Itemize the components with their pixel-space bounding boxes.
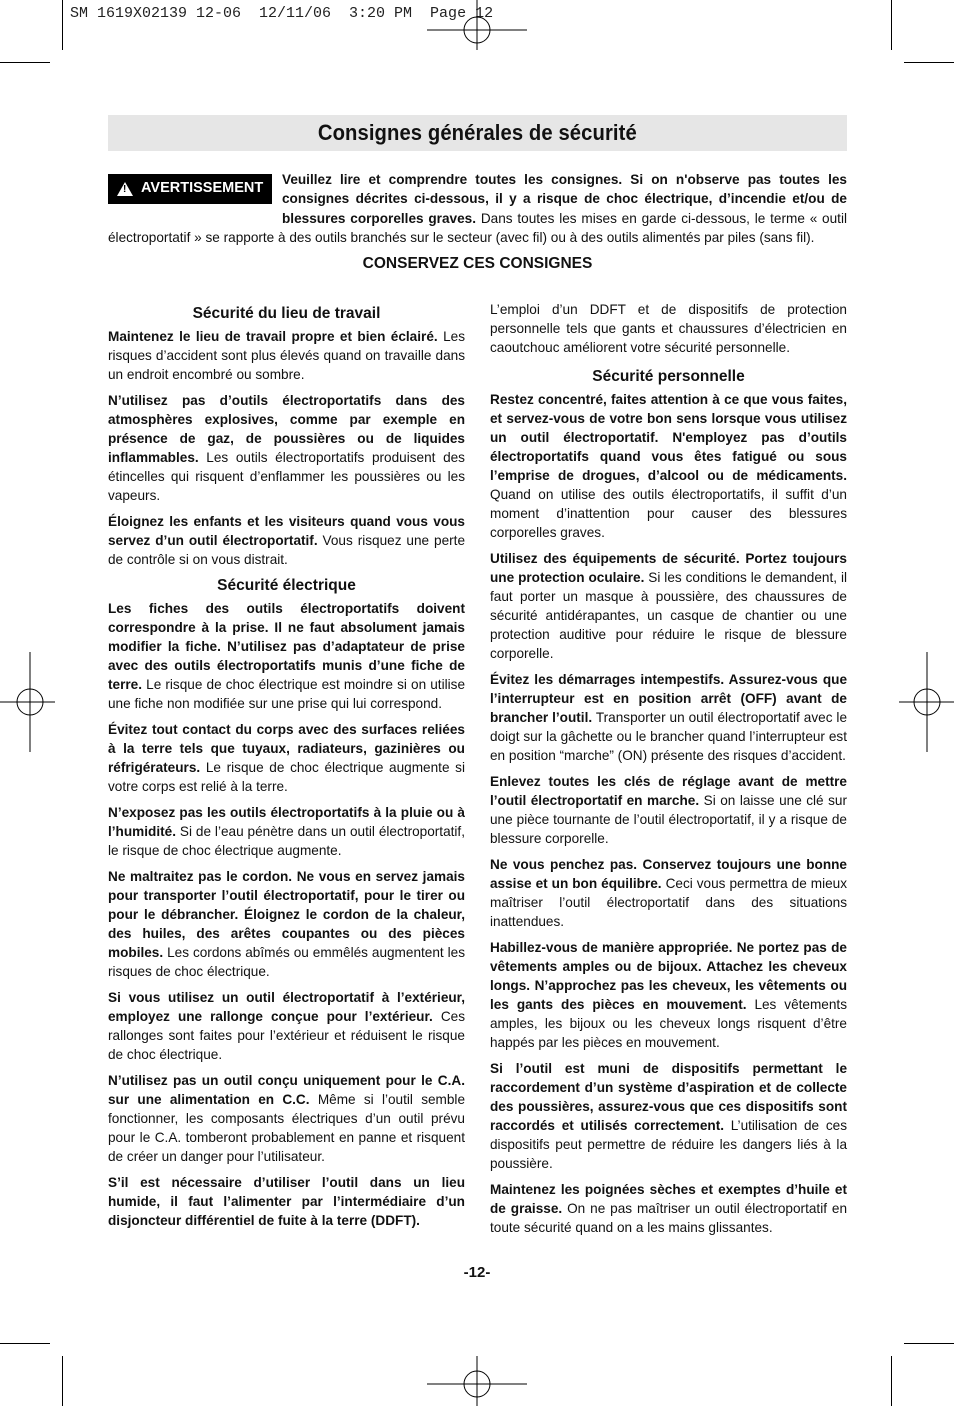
paragraph <box>490 1059 847 1173</box>
paragraph-text: Le risque de choc électrique est moindre si on utilise une fiche non modifiée sur une prise qui lui correspond. <box>108 677 465 711</box>
paragraph-text: On ne pas maîtriser un outil électroportatif en toute sécurité quand on a les mains glissantes. <box>490 1201 848 1235</box>
paragraph-text: Si de l’eau pénètre dans un outil électroportatif, le risque de choc électrique augmente. <box>108 824 465 858</box>
paragraph-text: Quand on utilise des outils électroportatifs, il suffit d’un moment d’inattention pour causer des blessures corporelles graves. <box>490 487 847 540</box>
title-bar <box>108 115 847 151</box>
paragraph-bold: Les fiches des outils électroportatifs doivent correspondre à la prise. Il ne faut absolument jamais modifier la fiche. N’utilisez pas d’adaptateur de prise avec des outils électroportatifs munis d’une fiche de terre. <box>108 601 465 692</box>
paragraph-bold: Si vous utilisez un outil électroportatif à l’extérieur, employez une rallonge conçue pour l’extérieur. <box>108 990 465 1024</box>
crop-mark <box>0 1343 50 1344</box>
paragraph <box>108 327 465 384</box>
paragraph <box>108 720 465 796</box>
paragraph-text: Les vêtements amples, les bijoux ou les cheveux longs risquent d’être happés par les pièces en mouvement. <box>490 997 847 1050</box>
crop-mark <box>904 1343 954 1344</box>
print-slug-line: SM 1619X02139 12-06 12/11/06 3:20 PM Page 12 <box>70 5 494 22</box>
paragraph <box>108 1071 465 1166</box>
keep-instructions-heading: CONSERVEZ CES CONSIGNES <box>362 255 593 272</box>
paragraph-text: Les cordons abîmés ou emmêlés augmentent les risques de choc électrique. <box>108 945 465 979</box>
paragraph-bold: Éloignez les enfants et les visiteurs quand vous vous servez d’un outil électroportatif. <box>108 514 465 548</box>
paragraph-bold: Ne vous penchez pas. Conservez toujours une bonne assise et un bon équilibre. <box>490 857 847 891</box>
paragraph <box>108 988 465 1064</box>
paragraph-text: Les outils électroportatifs produisent des étincelles qui risquent d’enflammer les poussières ou les vapeurs. <box>108 450 465 503</box>
paragraph <box>108 512 465 569</box>
paragraph-bold: N’utilisez pas un outil conçu uniquement pour le C.A. sur une alimentation en C.C. <box>108 1073 465 1107</box>
paragraph <box>490 1180 847 1237</box>
paragraph-bold: N’exposez pas les outils électroportatifs à la pluie ou à l’humidité. <box>108 805 465 839</box>
paragraph-bold: Maintenez les poignées sèches et exemptes d’huile et de graisse. <box>490 1182 847 1216</box>
paragraph <box>490 938 847 1052</box>
paragraph-bold: Évitez tout contact du corps avec des surfaces reliées à la terre tels que tuyaux, radiateurs, gazinières ou réfrigérateurs. <box>108 722 465 775</box>
paragraph-text: Si on laisse une clé sur une pièce tournante de l’outil électroportatif, il y a risque de blessure corporelle. <box>490 793 847 846</box>
paragraph-bold: N’utilisez pas d’outils électroportatifs dans des atmosphères explosives, comme par exemple en présence de gaz, de poussières ou de liquides inflammables. <box>108 393 465 465</box>
warning-badge-label: AVERTISSEMENT <box>141 180 264 197</box>
warning-block <box>108 170 847 247</box>
paragraph-bold: Évitez les démarrages intempestifs. Assurez-vous que l’interrupteur est en position arrêt (OFF) avant de brancher l’outil. <box>490 672 847 725</box>
warning-text: Dans toutes les mises en garde ci-dessous, le terme « outil électroportatif » se rapporte à des outils branchés sur le secteur (avec fil) ou à des outils alimentés par piles (sans fil). <box>108 210 847 245</box>
page-number: -12- <box>463 1264 491 1281</box>
paragraph <box>490 549 847 663</box>
registration-mark-icon <box>427 1356 527 1406</box>
paragraph <box>490 855 847 931</box>
crop-mark <box>62 0 63 50</box>
registration-mark-icon <box>0 652 55 752</box>
page-title: Consignes générales de sécurité <box>318 120 637 145</box>
registration-mark-icon <box>899 652 954 752</box>
registration-mark-icon <box>427 0 527 50</box>
paragraph <box>490 390 847 542</box>
paragraph-bold: S’il est nécessaire d’utiliser l’outil dans un lieu humide, il faut l’alimenter par l’intermédiaire d’un disjoncteur différentiel de fuite à la terre (DDFT). <box>108 1175 465 1228</box>
crop-mark <box>891 0 892 50</box>
left-column <box>108 300 465 1237</box>
paragraph-text: L’utilisation de ces dispositifs peut permettre de réduire les dangers liés à la poussière. <box>490 1118 847 1171</box>
paragraph <box>108 803 465 860</box>
paragraph-bold: Maintenez le lieu de travail propre et bien éclairé. <box>108 329 438 344</box>
paragraph-bold: Ne maltraitez pas le cordon. Ne vous en servez jamais pour transporter l’outil électroportatif, pour le tirer ou pour le débrancher. Éloignez le cordon de la chaleur, des huiles, des arêtes coupantes ou des pièces mobiles. <box>108 869 465 960</box>
section-heading-personal: Sécurité personnelle <box>592 368 745 385</box>
paragraph-text: Même si l’outil semble fonctionner, les composants électriques d’un outil prévu pour le C.A. tomberont probablement en panne et risquent de créer un danger pour l’utilisateur. <box>108 1092 466 1164</box>
paragraph-bold: Restez concentré, faites attention à ce que vous faites, et servez-vous de votre bon sens lorsque vous utilisez un outil électroportatif. N'employez pas d’outils électroportatifs quand vous êtes fatigué ou sous l’emprise de drogues, d’alcool ou de médicaments. <box>490 392 847 483</box>
paragraph <box>108 391 465 505</box>
section-heading-work-area: Sécurité du lieu de travail <box>192 305 381 322</box>
paragraph <box>108 1173 465 1230</box>
paragraph-text: Si les conditions le demandent, il faut porter un masque à poussière, des chaussures de sécurité antidérapantes, un casque de chantier ou une protection auditive pour réduire le risque de blessure corporelle. <box>490 570 847 661</box>
paragraph <box>490 670 847 765</box>
paragraph <box>108 599 465 713</box>
right-column <box>490 300 847 1244</box>
paragraph <box>108 867 465 981</box>
crop-mark <box>62 1356 63 1406</box>
paragraph-bold: Habillez-vous de manière appropriée. Ne portez pas de vêtements amples ou de bijoux. Attachez les cheveux longs. N’approchez pas les cheveux, les vêtements ou les gants des pièces en mouvement. <box>490 940 847 1012</box>
crop-mark <box>0 62 50 63</box>
warning-bold-text: Veuillez lire et comprendre toutes les consignes. Si on n'observe pas toutes les consignes décrites ci-dessous, il y a risque de choc électrique, d’incendie et/ou de blessures corporelles graves. <box>282 172 847 226</box>
paragraph-text: Le risque de choc électrique augmente si votre corps est relié à la terre. <box>108 760 465 794</box>
paragraph-text: Ces rallonges sont faites pour l’extérieur et réduisent le risque de choc électrique. <box>108 1009 465 1062</box>
paragraph-text: Les risques d’accident sont plus élevés quand on travaille dans un endroit encombré ou sombre. <box>108 329 465 382</box>
warning-badge <box>108 174 272 204</box>
paragraph: L’emploi d’un DDFT et de dispositifs de protection personnelle tels que gants et chaussures d’électricien en caoutchouc améliorent votre sécurité personnelle. <box>490 302 847 355</box>
paragraph-text: Transporter un outil électroportatif avec le doigt sur la gâchette ou le brancher quand l’interrupteur est en position “marche” (ON) présente des risques d’accident. <box>490 710 848 763</box>
paragraph-bold: Enlevez toutes les clés de réglage avant de mettre l’outil électroportatif en marche. <box>490 774 847 808</box>
crop-mark <box>891 1356 892 1406</box>
crop-mark <box>904 62 954 63</box>
paragraph-text: Vous risquez une perte de contrôle si on vous distrait. <box>108 533 466 567</box>
section-heading-electrical: Sécurité électrique <box>217 577 356 594</box>
warning-triangle-icon <box>117 182 133 196</box>
paragraph-bold: Si l’outil est muni de dispositifs permettant le raccordement d’un système d’aspiration et de collecte des poussières, assurez-vous que ces dispositifs sont raccordés et utilisés correctement. <box>490 1061 847 1133</box>
paragraph-bold: Utilisez des équipements de sécurité. Portez toujours une protection oculaire. <box>490 551 847 585</box>
paragraph <box>490 772 847 848</box>
paragraph-text: Ceci vous permettra de mieux maîtriser l’outil électroportatif dans des situations inattendues. <box>490 876 848 929</box>
